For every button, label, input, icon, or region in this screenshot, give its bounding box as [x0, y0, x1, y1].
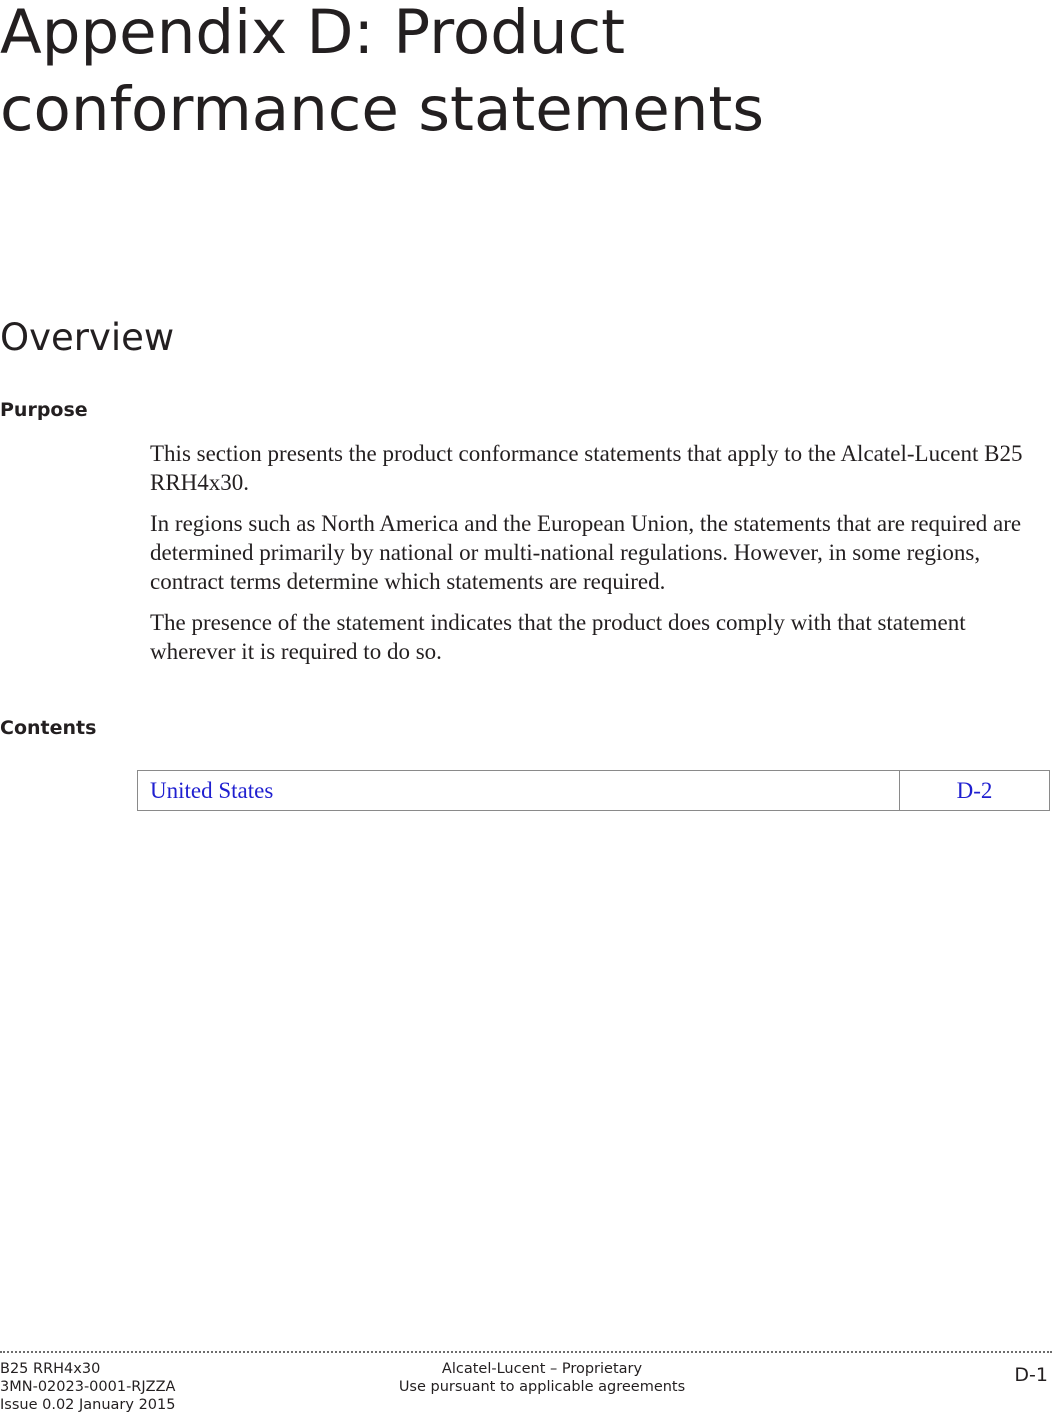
purpose-paragraph-2: In regions such as North America and the European Union, the statements that are required are determined primarily by national or multi-national regulations. However, in some regions, contract terms determine which statements are required. [150, 511, 1022, 594]
footer-proprietary: Alcatel-Lucent – Proprietary [441, 1361, 643, 1377]
purpose-paragraph-3: The presence of the statement indicates that the product does comply with that statement wherever it is required to do so. [150, 610, 966, 664]
purpose-heading: Purpose [0, 399, 88, 421]
overview-heading: Overview [0, 316, 175, 359]
contents-heading: Contents [0, 717, 97, 739]
chapter-title [0, 0, 764, 148]
footer-doc-number: 3MN-02023-0001-RJZZA [0, 1379, 176, 1395]
contents-table [137, 770, 1050, 811]
toc-page-link[interactable]: D-2 [899, 771, 1049, 810]
footer-divider [0, 1351, 1052, 1353]
footer-proprietary-notice [382, 1360, 702, 1396]
footer-usage: Use pursuant to applicable agreements [398, 1379, 686, 1395]
footer-product: B25 RRH4x30 [0, 1361, 101, 1377]
chapter-title-line-2: conformance statements [0, 74, 765, 145]
toc-link-united-states[interactable]: United States [150, 777, 274, 803]
footer-page-number: D-1 [1014, 1364, 1048, 1386]
chapter-title-line-1: Appendix D: Product [0, 0, 626, 68]
purpose-body [150, 439, 1052, 678]
purpose-paragraph-1: This section presents the product conformance statements that apply to the Alcatel-Lucent B25 RRH4x30. [150, 441, 1023, 495]
footer-issue: Issue 0.02 January 2015 [0, 1397, 176, 1413]
footer-doc-info [0, 1360, 175, 1414]
